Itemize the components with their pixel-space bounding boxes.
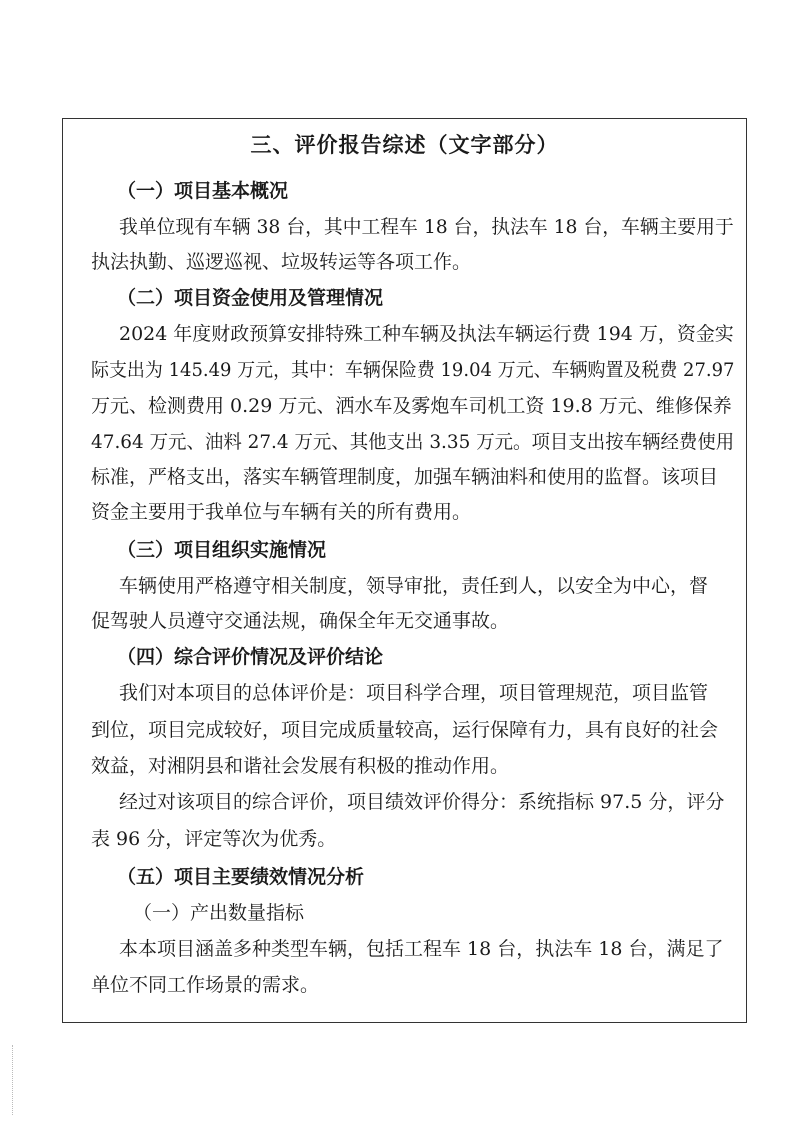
section-3-heading: （三）项目组织实施情况 bbox=[117, 539, 327, 561]
section-5-subheading: （一）产出数量指标 bbox=[133, 902, 305, 924]
paragraph-line: 万元、检测费用 0.29 万元、洒水车及雾炮车司机工资 19.8 万元、维修保养 bbox=[91, 395, 732, 417]
paragraph-line: 际支出为 145.49 万元，其中：车辆保险费 19.04 万元、车辆购置及税费 27.97 bbox=[91, 359, 735, 381]
page-title: 三、评价报告综述（文字部分） bbox=[250, 132, 559, 157]
paragraph-line: 促驾驶人员遵守交通法规，确保全年无交通事故。 bbox=[91, 610, 510, 632]
section-5-heading: （五）项目主要绩效情况分析 bbox=[117, 866, 365, 888]
section-2-heading: （二）项目资金使用及管理情况 bbox=[117, 287, 384, 309]
paragraph-line: 我单位现有车辆 38 台，其中工程车 18 台，执法车 18 台，车辆主要用于 bbox=[119, 216, 734, 238]
report-frame bbox=[62, 118, 747, 1023]
paragraph-line: 表 96 分，评定等次为优秀。 bbox=[91, 828, 337, 850]
paragraph-line: 本本项目涵盖多种类型车辆，包括工程车 18 台，执法车 18 台，满足了 bbox=[119, 938, 724, 960]
paragraph-line: 车辆使用严格遵守相关制度，领导审批，责任到人，以安全为中心，督 bbox=[119, 575, 709, 597]
paragraph-line: 标准，严格支出，落实车辆管理制度，加强车辆油料和使用的监督。该项目 bbox=[91, 466, 719, 488]
paragraph-line: 单位不同工作场景的需求。 bbox=[91, 974, 320, 996]
section-1-heading: （一）项目基本概况 bbox=[117, 180, 289, 202]
section-4-heading: （四）综合评价情况及评价结论 bbox=[117, 646, 384, 668]
paragraph-line: 我们对本项目的总体评价是：项目科学合理，项目管理规范，项目监管 bbox=[119, 682, 709, 704]
paragraph-line: 资金主要用于我单位与车辆有关的所有费用。 bbox=[91, 501, 472, 523]
paragraph-line: 47.64 万元、油料 27.4 万元、其他支出 3.35 万元。项目支出按车辆经费使用 bbox=[91, 431, 735, 453]
paragraph-line: 到位，项目完成较好，项目完成质量较高，运行保障有力，具有良好的社会 bbox=[91, 719, 719, 741]
paragraph-line: 效益，对湘阴县和谐社会发展有积极的推动作用。 bbox=[91, 755, 510, 777]
paragraph-line: 执法执勤、巡逻巡视、垃圾转运等各项工作。 bbox=[91, 251, 472, 273]
paragraph-line: 经过对该项目的综合评价，项目绩效评价得分：系统指标 97.5 分，评分 bbox=[119, 791, 725, 813]
paragraph-line: 2024 年度财政预算安排特殊工种车辆及执法车辆运行费 194 万，资金实 bbox=[119, 323, 734, 345]
binding-margin-mark bbox=[12, 1045, 14, 1115]
